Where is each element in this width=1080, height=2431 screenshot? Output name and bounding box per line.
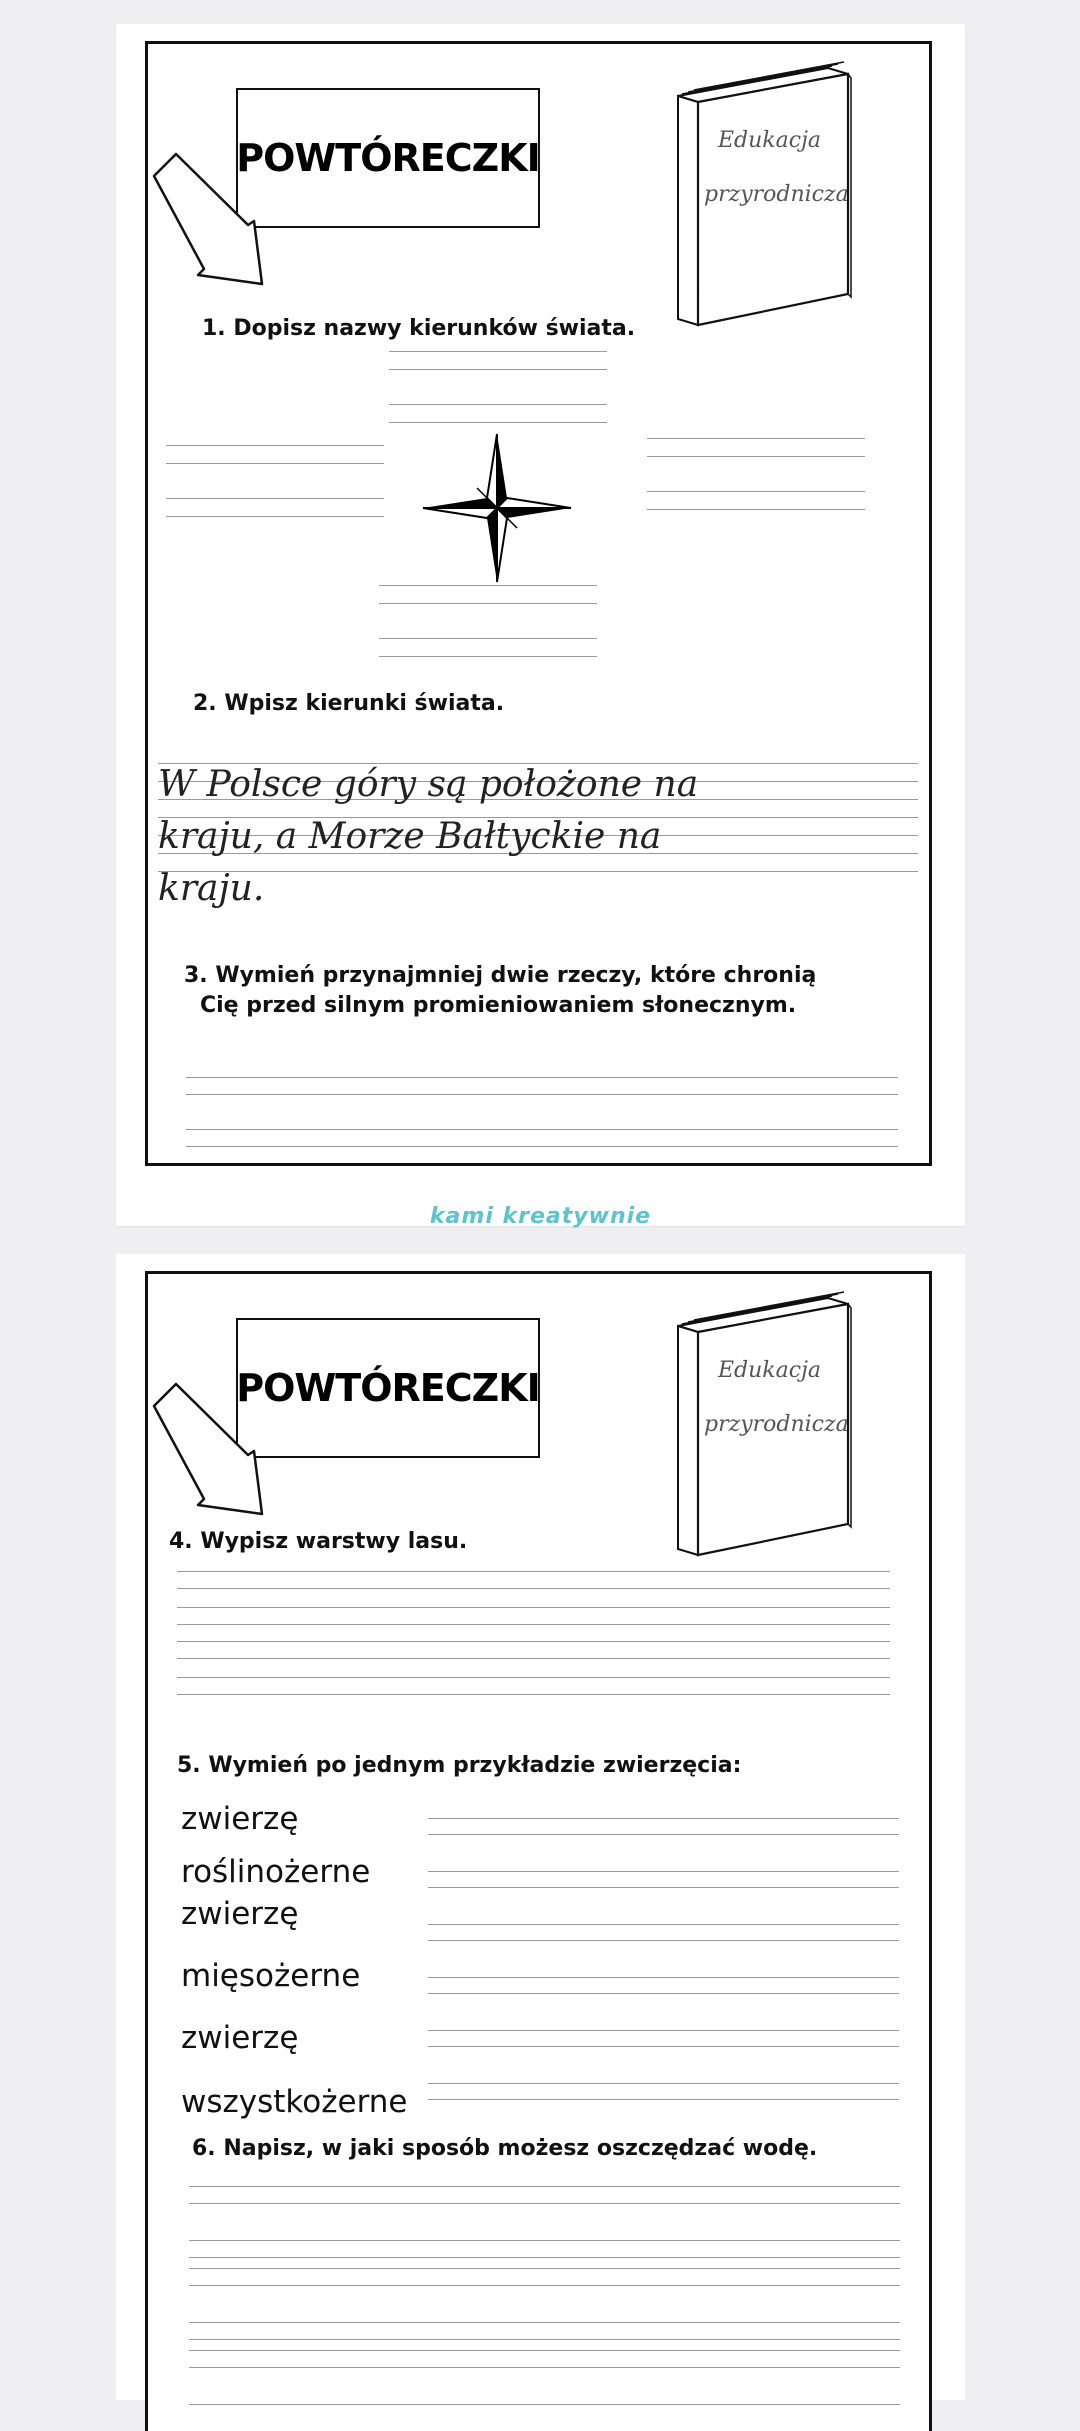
book-icon [668, 1284, 868, 1574]
page-title: POWTÓRECZKI [236, 1318, 540, 1458]
question-6: 6. Napisz, w jaki sposób możesz oszczędzać wodę. [192, 2136, 818, 2161]
answer-lines-west [166, 445, 384, 517]
arrow-icon [148, 150, 273, 290]
page-frame [145, 1271, 932, 2431]
page-frame [145, 41, 932, 1166]
answer-lines-q5 [428, 1818, 899, 2100]
question-2: 2. Wpisz kierunki świata. [193, 691, 505, 716]
animal-label-2: roślinożerne [181, 1854, 371, 1890]
question-5: 5. Wymień po jednym przykładzie zwierzęcia: [177, 1753, 742, 1778]
animal-label-4: mięsożerne [181, 1958, 361, 1994]
book-label-2: przyrodnicza [704, 1412, 849, 1437]
answer-lines-q3 [186, 1077, 898, 1147]
question-1: 1. Dopisz nazwy kierunków świata. [202, 316, 636, 341]
question-4: 4. Wypisz warstwy lasu. [169, 1529, 468, 1554]
footer-brand: kami kreatywnie [429, 1204, 652, 1229]
book-label-1: Edukacja [718, 128, 822, 153]
animal-label-6: wszystkożerne [181, 2084, 408, 2120]
handwriting-line-2: kraju, a Morze Bałtyckie na [158, 816, 662, 857]
animal-label-3: zwierzę [181, 1896, 299, 1932]
page-title: POWTÓRECZKI [236, 88, 540, 228]
answer-lines-q6 [189, 2186, 900, 2405]
book-icon [668, 54, 868, 344]
animal-label-5: zwierzę [181, 2020, 299, 2056]
book-label-2: przyrodnicza [704, 182, 849, 207]
answer-lines-east [647, 438, 865, 510]
worksheet-page-2 [116, 1254, 965, 2400]
question-3-line-1: 3. Wymień przynajmniej dwie rzeczy, które chronią [184, 963, 817, 988]
handwriting-line-3: kraju. [158, 868, 265, 909]
answer-lines-q4 [177, 1571, 890, 1695]
compass-rose-icon [421, 432, 573, 584]
arrow-icon [148, 1380, 273, 1520]
book-label-1: Edukacja [718, 1358, 822, 1383]
handwriting-line-1: W Polsce góry są położone na [158, 764, 699, 805]
worksheet-page-1 [116, 24, 965, 1229]
answer-lines-north [389, 351, 607, 423]
answer-lines-south [379, 585, 597, 657]
question-3-line-2: Cię przed silnym promieniowaniem słonecznym. [200, 993, 797, 1018]
animal-label-1: zwierzę [181, 1801, 299, 1837]
